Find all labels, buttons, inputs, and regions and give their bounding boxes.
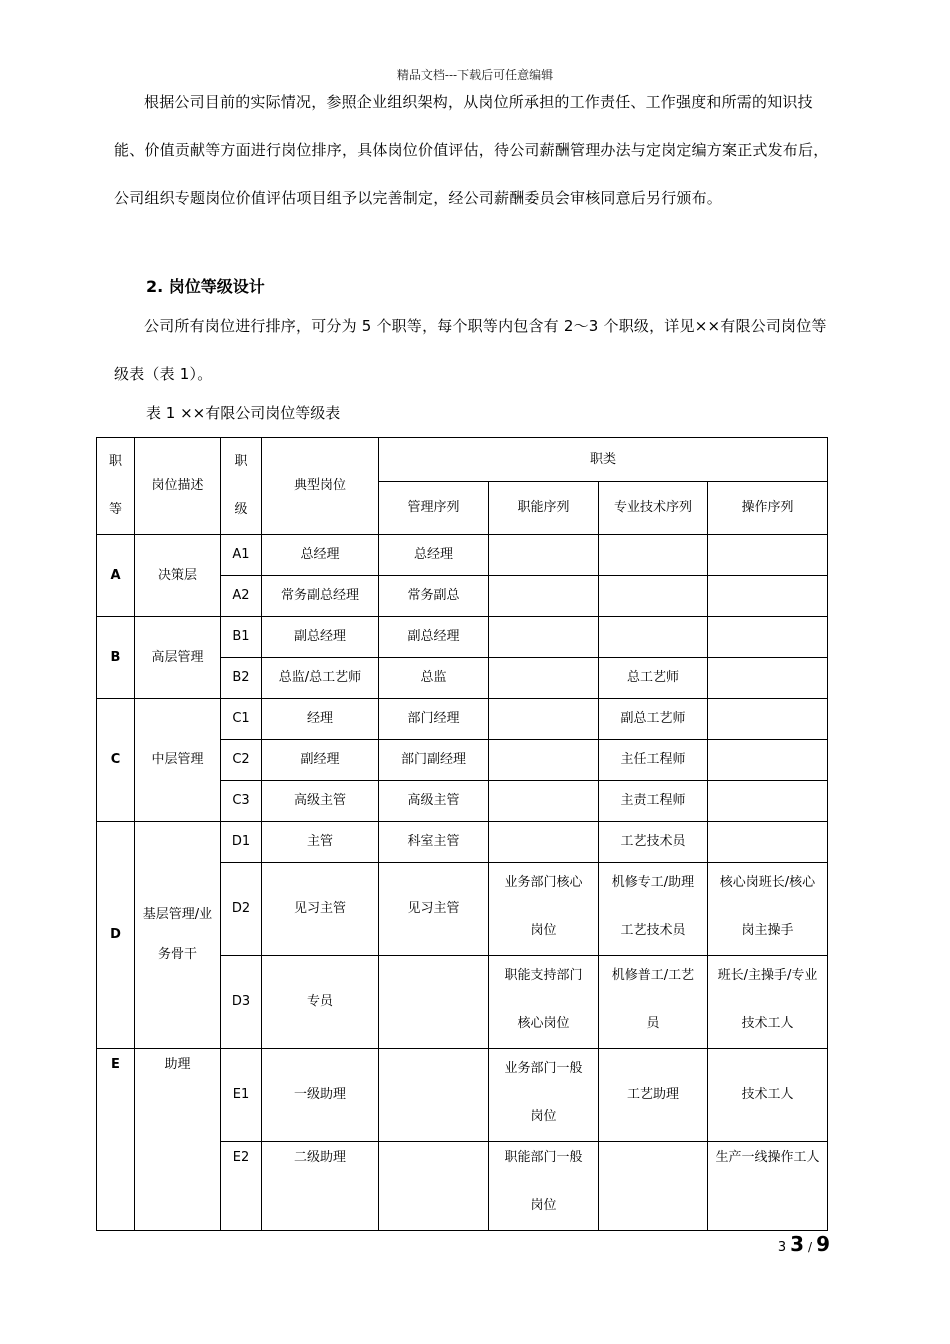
level-cell: C2 xyxy=(221,740,262,781)
tech-cell xyxy=(599,576,708,617)
grade-cell: A xyxy=(97,535,135,617)
typical-cell: 常务副总经理 xyxy=(262,576,379,617)
paragraph-1: 根据公司目前的实际情况，参照企业组织架构，从岗位所承担的工作责任、工作强度和所需的知识技能、价值贡献等方面进行岗位排序，具体岗位价值评估，待公司薪酬管理办法与定岗定编方案正式发布后，公司组织专题岗位价值评估项目组予以完善制定，经公司薪酬委员会审核同意后另行颁布。 xyxy=(114,93,829,207)
func-cell xyxy=(489,781,599,822)
desc-cell: 助理 xyxy=(135,1049,221,1231)
header-grade: 职等 xyxy=(97,438,135,535)
level-cell: C3 xyxy=(221,781,262,822)
tech-cell: 机修专工/助理工艺技术员 xyxy=(599,863,708,956)
desc-cell: 决策层 xyxy=(135,535,221,617)
tech-cell: 工艺助理 xyxy=(599,1049,708,1142)
level-cell: D1 xyxy=(221,822,262,863)
func-cell: 业务部门一般岗位 xyxy=(489,1049,599,1142)
typical-cell: 高级主管 xyxy=(262,781,379,822)
paragraph-2: 公司所有岗位进行排序，可分为 5 个职等，每个职等内包含有 2～3 个职级，详见××有限公司岗位等级表（表 1）。 xyxy=(114,317,827,383)
table-row xyxy=(97,699,828,740)
grade-cell: B xyxy=(97,617,135,699)
ops-cell: 生产一线操作工人 xyxy=(708,1142,828,1231)
ops-cell xyxy=(708,617,828,658)
level-cell: A1 xyxy=(221,535,262,576)
level-cell: B1 xyxy=(221,617,262,658)
mgmt-cell: 总经理 xyxy=(379,535,489,576)
func-cell xyxy=(489,658,599,699)
header-mgmt: 管理序列 xyxy=(379,482,489,535)
func-cell xyxy=(489,576,599,617)
ops-cell xyxy=(708,576,828,617)
level-cell: D2 xyxy=(221,863,262,956)
ops-cell xyxy=(708,535,828,576)
page-header: 精品文档---下载后可任意编辑 xyxy=(396,68,554,82)
typical-cell: 副经理 xyxy=(262,740,379,781)
typical-cell: 主管 xyxy=(262,822,379,863)
typical-cell: 专员 xyxy=(262,956,379,1049)
level-cell: D3 xyxy=(221,956,262,1049)
mgmt-cell: 科室主管 xyxy=(379,822,489,863)
header-tech: 专业技术序列 xyxy=(599,482,708,535)
mgmt-cell: 高级主管 xyxy=(379,781,489,822)
func-cell xyxy=(489,740,599,781)
header-desc: 岗位描述 xyxy=(135,438,221,535)
level-cell: A2 xyxy=(221,576,262,617)
tech-cell: 机修普工/工艺员 xyxy=(599,956,708,1049)
func-cell xyxy=(489,822,599,863)
tech-cell xyxy=(599,1142,708,1231)
ops-cell xyxy=(708,658,828,699)
typical-cell: 一级助理 xyxy=(262,1049,379,1142)
grade-cell: C xyxy=(97,699,135,822)
ops-cell: 技术工人 xyxy=(708,1049,828,1142)
header-ops: 操作序列 xyxy=(708,482,828,535)
mgmt-cell xyxy=(379,1049,489,1142)
ops-cell: 班长/主操手/专业技术工人 xyxy=(708,956,828,1049)
typical-cell: 副总经理 xyxy=(262,617,379,658)
mgmt-cell xyxy=(379,956,489,1049)
level-cell: B2 xyxy=(221,658,262,699)
grade-cell: E xyxy=(97,1049,135,1231)
tech-cell xyxy=(599,535,708,576)
page-number-separator: / xyxy=(808,1240,813,1254)
mgmt-cell: 总监 xyxy=(379,658,489,699)
level-cell: E2 xyxy=(221,1142,262,1231)
header-category: 职类 xyxy=(379,438,828,482)
desc-cell: 中层管理 xyxy=(135,699,221,822)
table-row xyxy=(97,822,828,863)
desc-cell: 高层管理 xyxy=(135,617,221,699)
ops-cell xyxy=(708,781,828,822)
position-grade-table xyxy=(96,437,828,1231)
page-number-small: 3 xyxy=(777,1240,787,1255)
ops-cell xyxy=(708,740,828,781)
tech-cell: 总工艺师 xyxy=(599,658,708,699)
mgmt-cell: 见习主管 xyxy=(379,863,489,956)
ops-cell: 核心岗班长/核心岗主操手 xyxy=(708,863,828,956)
desc-cell: 基层管理/业务骨干 xyxy=(135,822,221,1049)
typical-cell: 总经理 xyxy=(262,535,379,576)
header-level: 职级 xyxy=(221,438,262,535)
typical-cell: 总监/总工艺师 xyxy=(262,658,379,699)
typical-cell: 经理 xyxy=(262,699,379,740)
func-cell: 职能支持部门核心岗位 xyxy=(489,956,599,1049)
ops-cell xyxy=(708,699,828,740)
mgmt-cell xyxy=(379,1142,489,1231)
grade-cell: D xyxy=(97,822,135,1049)
tech-cell: 副总工艺师 xyxy=(599,699,708,740)
tech-cell: 工艺技术员 xyxy=(599,822,708,863)
tech-cell xyxy=(599,617,708,658)
header-func: 职能序列 xyxy=(489,482,599,535)
func-cell xyxy=(489,617,599,658)
header-typical: 典型岗位 xyxy=(262,438,379,535)
func-cell xyxy=(489,535,599,576)
level-cell: C1 xyxy=(221,699,262,740)
func-cell: 职能部门一般岗位 xyxy=(489,1142,599,1231)
mgmt-cell: 部门副经理 xyxy=(379,740,489,781)
tech-cell: 主责工程师 xyxy=(599,781,708,822)
ops-cell xyxy=(708,822,828,863)
mgmt-cell: 部门经理 xyxy=(379,699,489,740)
mgmt-cell: 常务副总 xyxy=(379,576,489,617)
table-row xyxy=(97,535,828,576)
typical-cell: 二级助理 xyxy=(262,1142,379,1231)
tech-cell: 主任工程师 xyxy=(599,740,708,781)
mgmt-cell: 副总经理 xyxy=(379,617,489,658)
page-number xyxy=(778,1232,830,1256)
table-caption: 表 1 ××有限公司岗位等级表 xyxy=(146,404,341,422)
page-number-total: 9 xyxy=(816,1232,830,1256)
table-row xyxy=(97,617,828,658)
typical-cell: 见习主管 xyxy=(262,863,379,956)
page-number-current: 3 xyxy=(790,1232,805,1256)
level-cell: E1 xyxy=(221,1049,262,1142)
func-cell xyxy=(489,699,599,740)
func-cell: 业务部门核心岗位 xyxy=(489,863,599,956)
table-row xyxy=(97,1049,828,1142)
section-heading: 2. 岗位等级设计 xyxy=(146,277,265,296)
